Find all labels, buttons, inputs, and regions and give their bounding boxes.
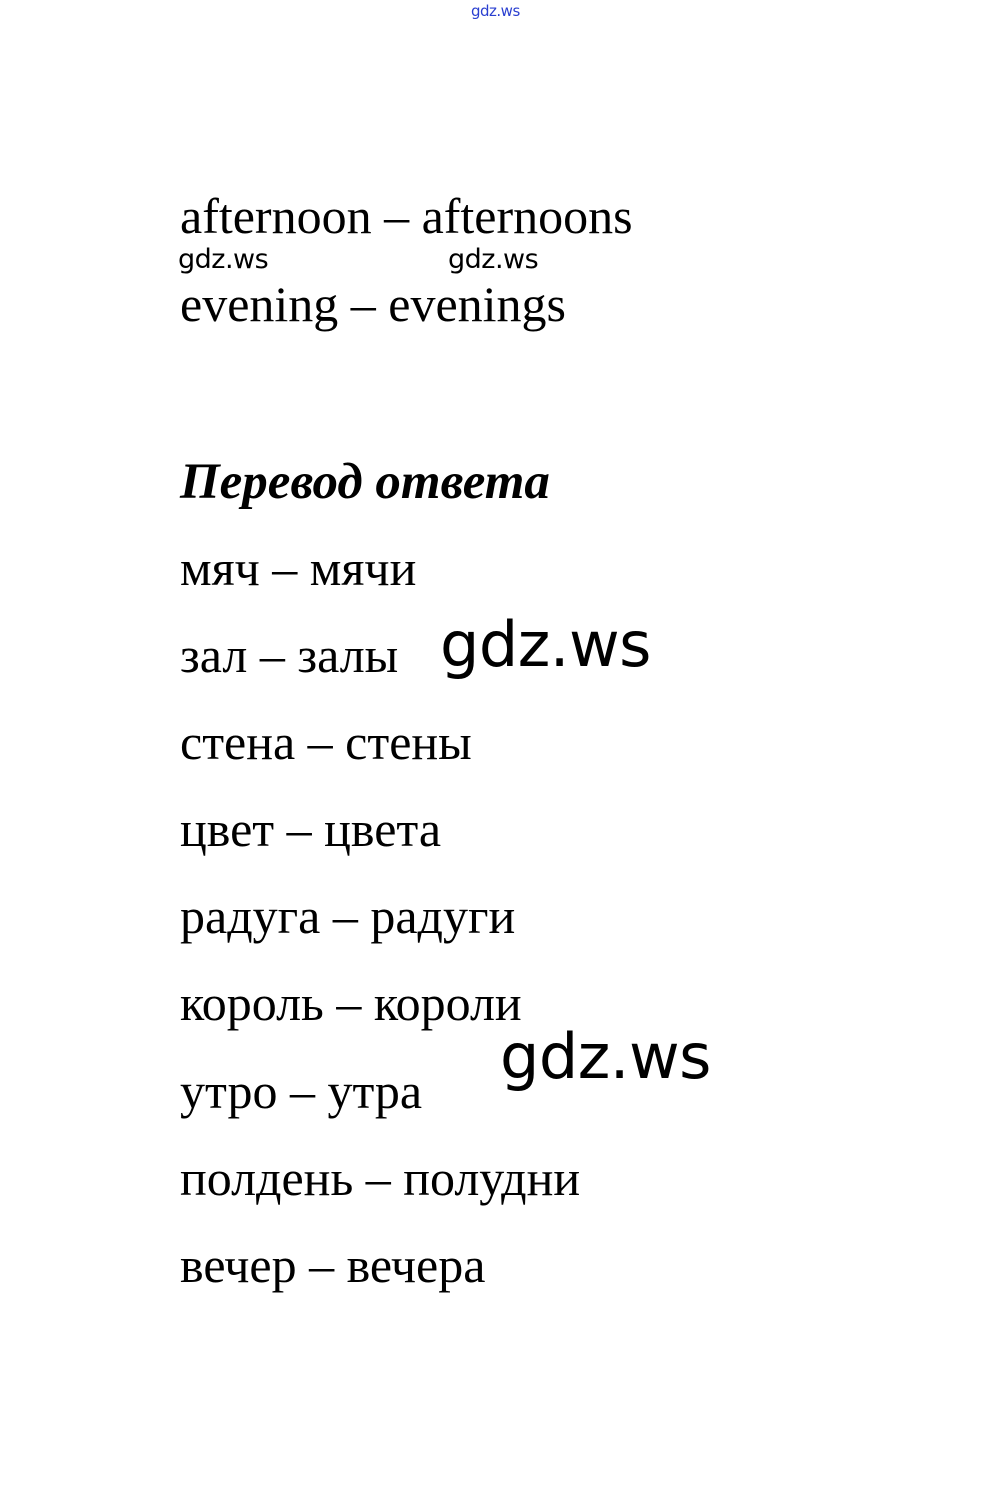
watermark-small-right: gdz.ws bbox=[448, 244, 539, 275]
watermark-top: gdz.ws bbox=[471, 2, 520, 20]
translation-pair: полдень – полудни bbox=[180, 1150, 581, 1206]
translation-pair: цвет – цвета bbox=[180, 801, 442, 857]
watermark-large-upper: gdz.ws bbox=[440, 608, 651, 681]
translation-pair: вечер – вечера bbox=[180, 1237, 486, 1293]
translation-heading: Перевод ответа bbox=[180, 454, 550, 510]
translation-pair: зал – залы bbox=[180, 627, 399, 683]
watermark-small-left: gdz.ws bbox=[178, 244, 269, 275]
watermark-large-lower: gdz.ws bbox=[500, 1020, 711, 1093]
translation-pair: утро – утра bbox=[180, 1063, 423, 1119]
translation-pair: радуга – радуги bbox=[180, 888, 516, 944]
translation-pair: мяч – мячи bbox=[180, 540, 417, 596]
translation-pair: стена – стены bbox=[180, 714, 472, 770]
english-pair-afternoon: afternoon – afternoons bbox=[180, 188, 633, 244]
translation-pair: король – короли bbox=[180, 975, 522, 1031]
english-pair-evening: evening – evenings bbox=[180, 276, 567, 332]
